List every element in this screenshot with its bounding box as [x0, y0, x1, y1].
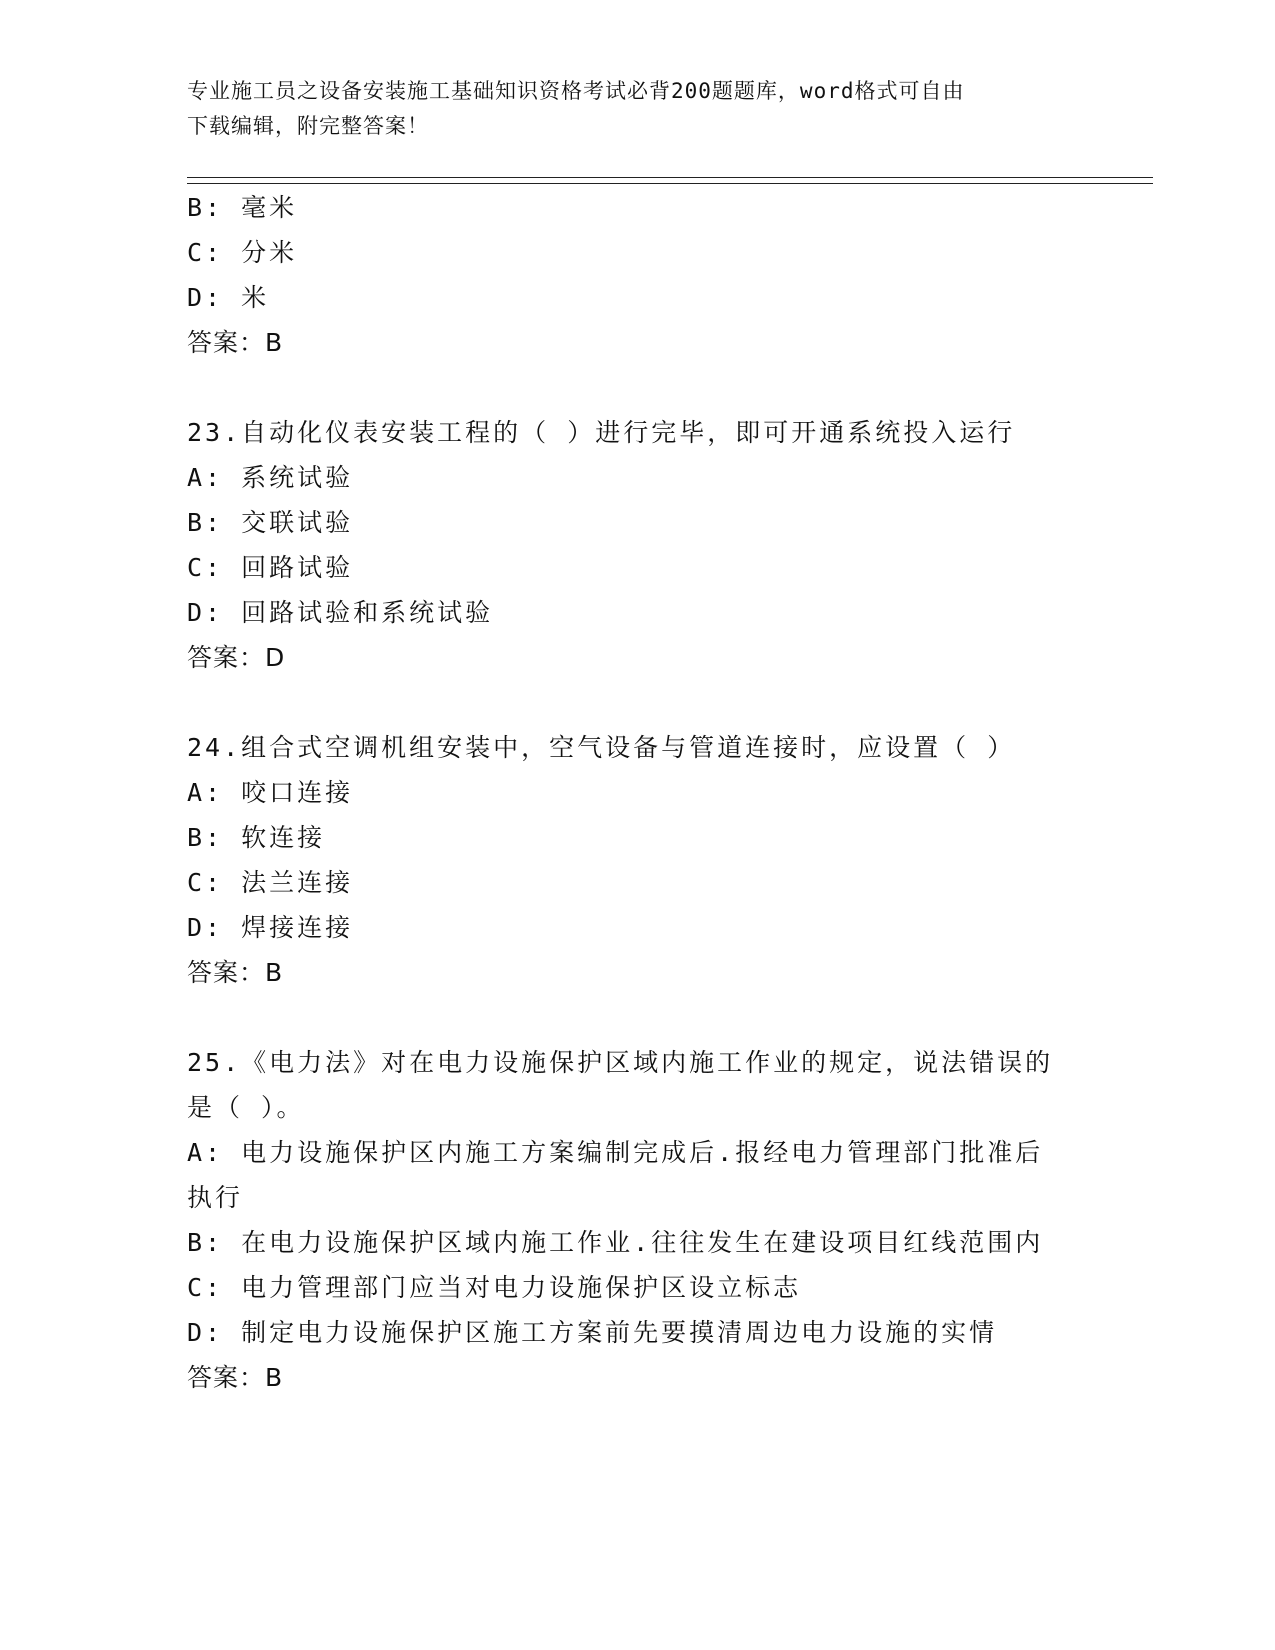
q25-option-c: C: 电力管理部门应当对电力设施保护区设立标志 [187, 1273, 802, 1302]
q23-option-b: B: 交联试验 [187, 508, 354, 537]
q25-question-line-1: 25.《电力法》对在电力设施保护区域内施工作业的规定，说法错误的 [187, 1048, 1054, 1077]
q25-option-b: B: 在电力设施保护区域内施工作业.往往发生在建设项目红线范围内 [187, 1228, 1044, 1257]
q22-answer: 答案：B [187, 328, 284, 357]
q24-answer: 答案：B [187, 958, 284, 987]
q22-option-d: D: 米 [187, 283, 270, 312]
q25-option-a-line-2: 执行 [187, 1183, 244, 1212]
q23-option-a: A: 系统试验 [187, 463, 354, 492]
document-header [187, 74, 1067, 144]
q24-option-a: A: 咬口连接 [187, 778, 354, 807]
q24-option-d: D: 焊接连接 [187, 913, 354, 942]
q23-answer: 答案：D [187, 643, 286, 672]
header-title-line-2: 下载编辑，附完整答案！ [187, 114, 429, 138]
q22-option-c: C: 分米 [187, 238, 298, 267]
q23-option-d: D: 回路试验和系统试验 [187, 598, 494, 627]
q23-option-c: C: 回路试验 [187, 553, 354, 582]
q25-option-a-line-1: A: 电力设施保护区内施工方案编制完成后.报经电力管理部门批准后 [187, 1138, 1044, 1167]
q24-option-b: B: 软连接 [187, 823, 326, 852]
q25-answer: 答案：B [187, 1363, 284, 1392]
q25-question-line-2: 是（ ）。 [187, 1093, 305, 1122]
q22-option-b: B: 毫米 [187, 193, 298, 222]
header-title-line-1: 专业施工员之设备安装施工基础知识资格考试必背200题题库，word格式可自由 [187, 79, 965, 103]
q23-question: 23.自动化仪表安装工程的（ ）进行完毕，即可开通系统投入运行 [187, 418, 1016, 447]
q24-question: 24.组合式空调机组安装中，空气设备与管道连接时，应设置（ ） [187, 733, 1016, 762]
q24-option-c: C: 法兰连接 [187, 868, 354, 897]
header-divider-bottom [187, 183, 1153, 184]
header-divider-top [187, 177, 1153, 178]
q25-option-d: D: 制定电力设施保护区施工方案前先要摸清周边电力设施的实情 [187, 1318, 998, 1347]
